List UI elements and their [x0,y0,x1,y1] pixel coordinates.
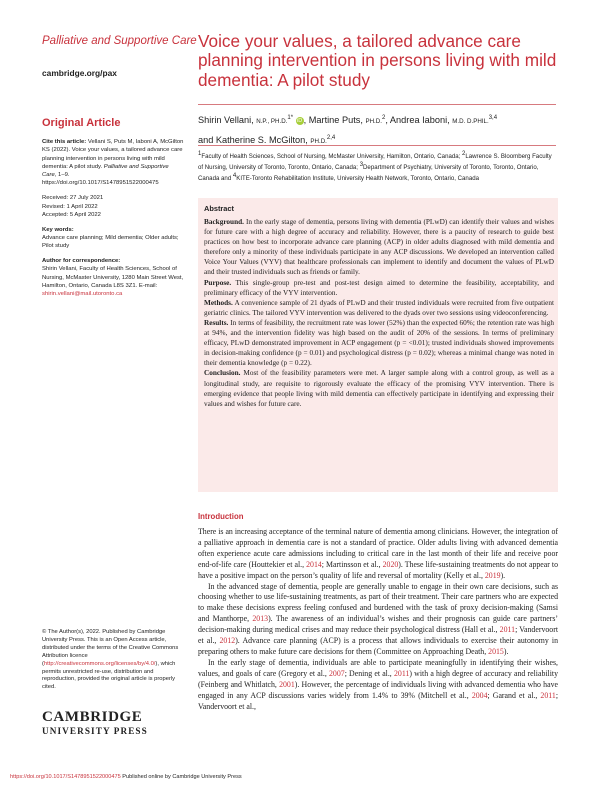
paragraph: There is an increasing acceptance of the terminal nature of dementia among clinicians. However, the integration of a palliative approach in dementia care is not a standard of practice. Older adults living with advanced dementia often experience acute care admissions including to critical care in the last month of their life and receive poor end-of-life care (Houttekier et al., 2014; Martinsson et al., 2020). These life-sustaining treatments do not appear to have a positive impact on the person’s quality of life and reversal of mortality (Kelly et al., 2019). [198,527,558,580]
revised-date: Revised: 1 April 2022 [42,203,98,210]
citation-link[interactable]: 2011 [499,625,516,635]
keywords: Key words: Advance care planning; Mild dementia; Older adults; Pilot study [42,226,179,250]
doi-link[interactable]: https://doi.org/10.1017/S1478951522000475 [10,774,121,780]
abstract-purpose: Purpose. This single-group pre-test and post-test design aimed to determine the feasibility, acceptability, and preliminary efficacy of the VYV intervention. [204,278,554,297]
abstract-methods: Methods. A convenience sample of 21 dyads of PLwD and their trusted individuals were recruited from five outpatient geriatric clinics. The tailored VYV intervention was delivered to the dyads over two sessions using videoconferencing. [204,298,554,317]
abstract-background: Background. In the early stage of dementia, persons living with dementia (PLwD) can identify their values and wishes for future care with a high degree of accuracy and reliability. However, there is a paucity of research to guide best practices on how best to incorporate advance care planning (ACP) in older adults diagnosed with mild dementia and therefore only a minority of these individuals participate in any ACP discussions. We developed an intervention called Voice Your Values (VYV) that healthcare professionals can implement to identify and document the values of PLwD and their trusted individuals such as friends or family. [204,218,554,277]
paragraph: In the early stage of dementia, individuals are able to participate meaningfully in identifying their wishes, values, and goals of care (Gregory et al., 2007; Dening et al., 2011) with a high degree of accuracy and reliability (Feinberg and Whitlatch, 2001). However, the percentage of individuals living with advanced dementia who have engaged in any ACP discussions varies widely from 1.4% to 39% (Mitchell et al., 2004; Garand et al., 2011; Vandervoort et al., [198,657,558,711]
divider [198,145,556,146]
citation: Cite this article: Vellani S, Puts M, Iaboni A, McGilton KS (2022). Voice your values, a tailored advance care planning intervention in persons living with mild dementia: A pilot study. Palliative and Supportive Care, 1–9. https://doi.org/10.1017/S1478951522000475 [42,139,184,187]
license-notice: © The Author(s), 2022. Published by Cambridge University Press. This is an Open Access article, distributed under the terms of the Creative Commons Attribution licence (http://creativecommons.org/licenses/by/4.0/), which permits unrestricted re-use, distribution and reproduction, provided the original article is properly cited. [42,629,179,691]
author-name: Andrea Iaboni [389,115,448,126]
affiliations: $^1$Faculty of Health Sciences, School of Nursing, McMaster University, Hamilton, Ontario, Canada; $^2$Lawrence S. Bloomberg Faculty of Nursing, University of Toronto, Toronto, Ontario, Canada; $^3$Department of Psychiatry, University of Toronto, Toronto, Ontario, Canada and $^4$KITE-Toronto Rehabilitation Institute, University Health Network, Toronto, Ontario, Canada [198,151,552,183]
citation-link[interactable]: 2004 [471,690,488,700]
citation-link[interactable]: 2013 [252,614,269,624]
citation-link[interactable]: 2011 [393,668,410,678]
citation-link[interactable]: 2011 [540,690,556,700]
section-heading-introduction: Introduction [198,512,244,521]
citation-link[interactable]: 2007 [329,668,345,678]
citation-link[interactable]: 2015 [488,646,504,656]
citation-link[interactable]: 2014 [306,559,322,569]
orcid-icon[interactable]: iD [297,118,303,125]
article-type: Original Article [42,117,121,129]
abstract-conclusion: Conclusion. Most of the feasibility parameters were met. A larger sample along with a control group, as well as a longitudinal study, are requisite to rigorously evaluate the efficacy of the promising VYV intervention. There is emerging evidence that people living with mild dementia can effectively participate in identifying and expressing their values and wishes for future care. [204,369,554,408]
introduction-body [198,527,558,712]
author-name: Shirin Vellani [198,115,252,126]
accepted-date: Accepted: 5 April 2022 [42,211,101,218]
abstract-results: Results. In terms of feasibility, the recruitment rate was lower (52%) than the expected 60%; the retention rate was high at 94%, and the intervention fidelity was high based on the audit of 20% of the sessions. In terms of preliminary efficacy, PLwD demonstrated improvement in ACP engagement (p = <0.01); trusted individuals showed improvements in decision-making confidence (p = 0.01) and psychological distress (p = 0.02); whereas a minimal change was noted in their dementia knowledge (p = 0.22). [204,318,554,368]
email-link[interactable]: shirin.vellani@mail.utoronto.ca [42,291,123,298]
dates [42,194,184,219]
author-list: Shirin Vellani, N.P., PH.D.$^{1*}$ iD, Martine Puts, PH.D.$^2$, Andrea Iaboni, M.D. D.PHIL.$^{3,4}$ and Katherine S. McGilton, PH.D.$^{2,4}$ [198,115,498,146]
divider [198,104,556,105]
author-name: Katherine S. McGilton [215,135,306,146]
license-link[interactable]: http://creativecommons.org/licenses/by/4.0/ [43,660,156,667]
journal-website[interactable]: cambridge.org/pax [42,68,117,78]
page-footer: https://doi.org/10.1017/S1478951522000475 Published online by Cambridge University Press [10,774,242,780]
abstract-heading: Abstract [204,204,234,213]
paragraph: In the advanced stage of dementia, people are generally unable to engage in their own care decisions, such as choosing whether to use life-sustaining treatments, as part of their treatment. Their care partners who are expected to make these decisions express feeling confused and burdened with the task of proxy decision-making (Samsi and Manthorpe, 2013). The awareness of an individual’s wishes and their prognosis can guide care partners’ decision-making during medical crises and may reduce their psychological distress (Hall et al., 2011; Vandervoort et al., 2012). Advance care planning (ACP) is a process that allows individuals to exercise their autonomy in preparing others to make future care decisions for them (Committee on Approaching Death, 2015). [198,581,559,656]
article-metadata [42,138,184,305]
abstract-box [198,198,558,492]
author-name: Martine Puts [308,115,361,126]
publisher-logo: CAMBRIDGE UNIVERSITY PRESS [42,709,148,736]
article-title: Voice your values, a tailored advance care planning intervention in persons living with mild dementia: A pilot study [198,31,557,90]
citation-link[interactable]: 2001 [279,679,295,689]
citation-link[interactable]: 2012 [219,636,236,646]
received-date: Received: 27 July 2021 [42,195,104,202]
citation-link[interactable]: 2020 [382,559,399,569]
citation-link[interactable]: 2019 [484,570,501,580]
journal-name: Palliative and Supportive Care [42,35,197,47]
correspondence: Author for correspondence: Shirin Vellani, Faculty of Health Sciences, School of Nursing, McMaster University, 1280 Main Street West, Hamilton, Ontario, Canada L8S 3Z1. E-mail: shirin.vellani@mail.utoronto.ca [42,258,184,298]
